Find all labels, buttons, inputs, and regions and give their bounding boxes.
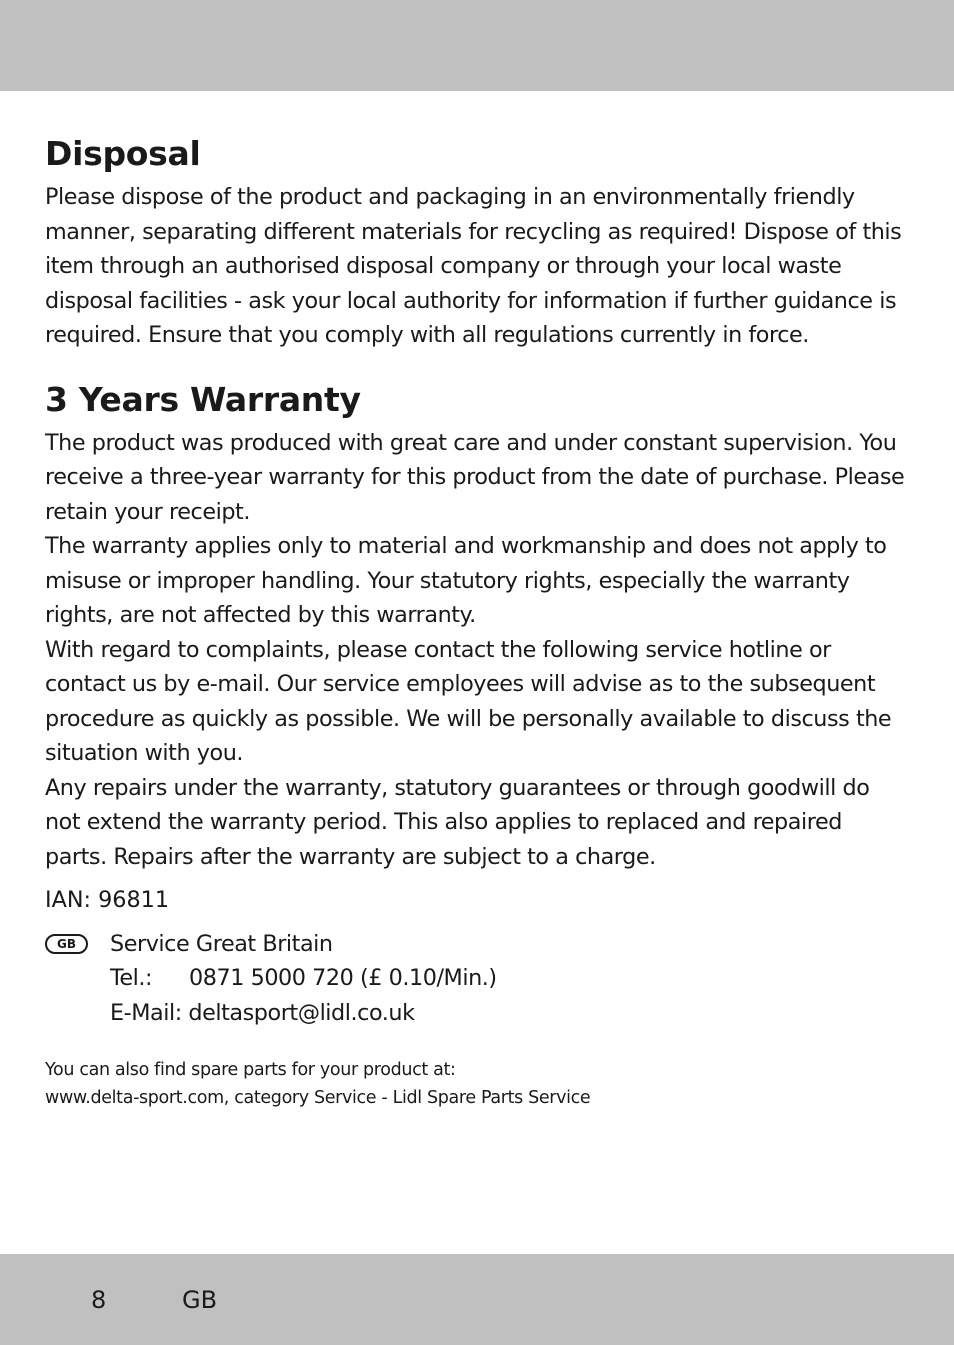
language-code: GB — [182, 1286, 218, 1314]
disposal-heading: Disposal — [45, 134, 201, 173]
warranty-paragraph-1: The product was produced with great care and under constant supervision. You receive a three-year warranty for this product from the date of purchase. Please retain your receipt. — [45, 429, 905, 525]
service-name: Service Great Britain — [110, 930, 333, 957]
disposal-paragraph: Please dispose of the product and packaging in an environmentally friendly manner, separating different materials for recycling as required! Dispose of this item through an authorised disposal company or through your local waste disposal facilities - ask your local authority for information if further guidance is required. Ensure that you comply with all regulations currently in force. — [45, 184, 902, 348]
warranty-paragraph-4: Any repairs under the warranty, statutory guarantees or through goodwill do not extend the warranty period. This also applies to replaced and repaired parts. Repairs after the warranty are subject to a charge. — [45, 774, 870, 870]
country-badge-icon: GB — [45, 934, 88, 954]
header-band — [0, 0, 954, 91]
service-telephone — [110, 961, 907, 996]
warranty-paragraph-2: The warranty applies only to material and workmanship and does not apply to misuse or improper handling. Your statutory rights, especially the warranty rights, are not affected by this warranty. — [45, 533, 887, 628]
telephone-number: 0871 5000 720 (£ 0.10/Min.) — [189, 965, 497, 991]
footer-band — [0, 1254, 954, 1345]
page-number: 8 — [91, 1286, 107, 1314]
telephone-label: Tel.: — [110, 965, 153, 991]
spare-parts-note — [45, 1057, 907, 1112]
page-content — [45, 128, 907, 1112]
service-email: E-Mail: deltasport@lidl.co.uk — [110, 999, 415, 1026]
warranty-heading: 3 Years Warranty — [45, 379, 361, 419]
spare-parts-line: You can also find spare parts for your product at: — [45, 1060, 456, 1080]
ian-number: IAN: 96811 — [45, 887, 170, 913]
service-contact — [45, 927, 907, 1031]
warranty-paragraph-3: With regard to complaints, please contact the following service hotline or contact us by e-mail. Our service employees will advise as to the subsequent procedure as quickly as possible. We will be personally available to discuss the situation with you. — [45, 636, 892, 766]
spare-parts-website: www.delta-sport.com, category Service - Lidl Spare Parts Service — [45, 1087, 591, 1108]
